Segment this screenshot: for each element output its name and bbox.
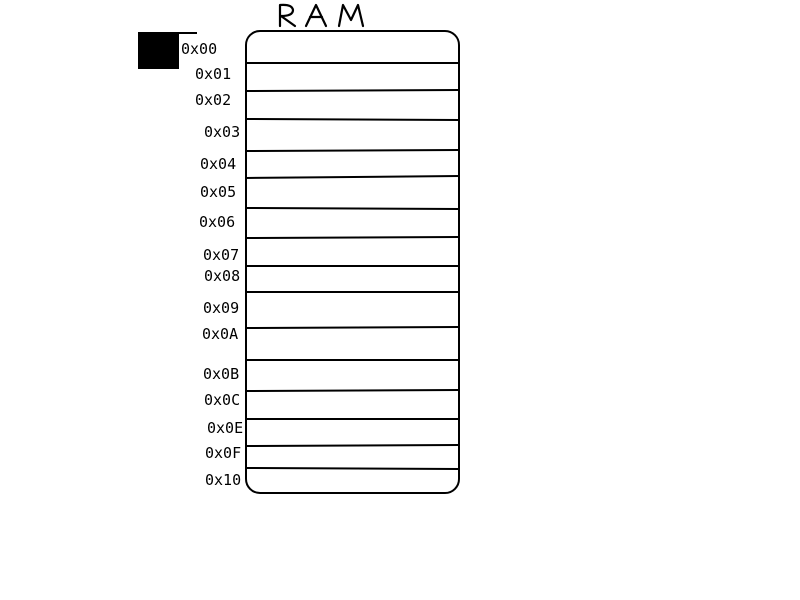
address-label: 0x05 bbox=[200, 183, 237, 201]
cell-divider bbox=[246, 468, 459, 469]
address-label: 0x10 bbox=[205, 471, 242, 489]
address-label: 0x02 bbox=[195, 91, 232, 109]
address-label: 0x09 bbox=[203, 299, 240, 317]
address-label: 0x0C bbox=[204, 391, 241, 409]
ram-cell-dividers bbox=[246, 63, 459, 469]
address-label: 0x0E bbox=[207, 419, 244, 437]
address-label: 0x0F bbox=[205, 444, 242, 462]
cell-divider bbox=[246, 390, 459, 391]
cell-divider bbox=[246, 445, 459, 446]
address-label: 0x03 bbox=[204, 123, 241, 141]
selection-marker bbox=[138, 32, 179, 69]
cell-divider bbox=[246, 237, 459, 238]
cell-divider bbox=[246, 327, 459, 328]
address-label: 0x04 bbox=[200, 155, 237, 173]
address-label: 0x06 bbox=[199, 213, 236, 231]
ram-title-drawing bbox=[280, 5, 363, 26]
cell-divider bbox=[246, 208, 459, 209]
address-label: 0x0B bbox=[203, 365, 240, 383]
cell-divider bbox=[246, 119, 459, 120]
address-label: 0x01 bbox=[195, 65, 232, 83]
cell-divider bbox=[246, 150, 459, 151]
cell-divider bbox=[246, 90, 459, 91]
ram-box bbox=[246, 31, 459, 493]
address-label: 0x0A bbox=[202, 325, 239, 343]
cell-divider bbox=[246, 176, 459, 178]
address-label: 0x08 bbox=[204, 267, 241, 285]
address-label: 0x07 bbox=[203, 246, 240, 264]
address-label: 0x00 bbox=[181, 40, 218, 58]
